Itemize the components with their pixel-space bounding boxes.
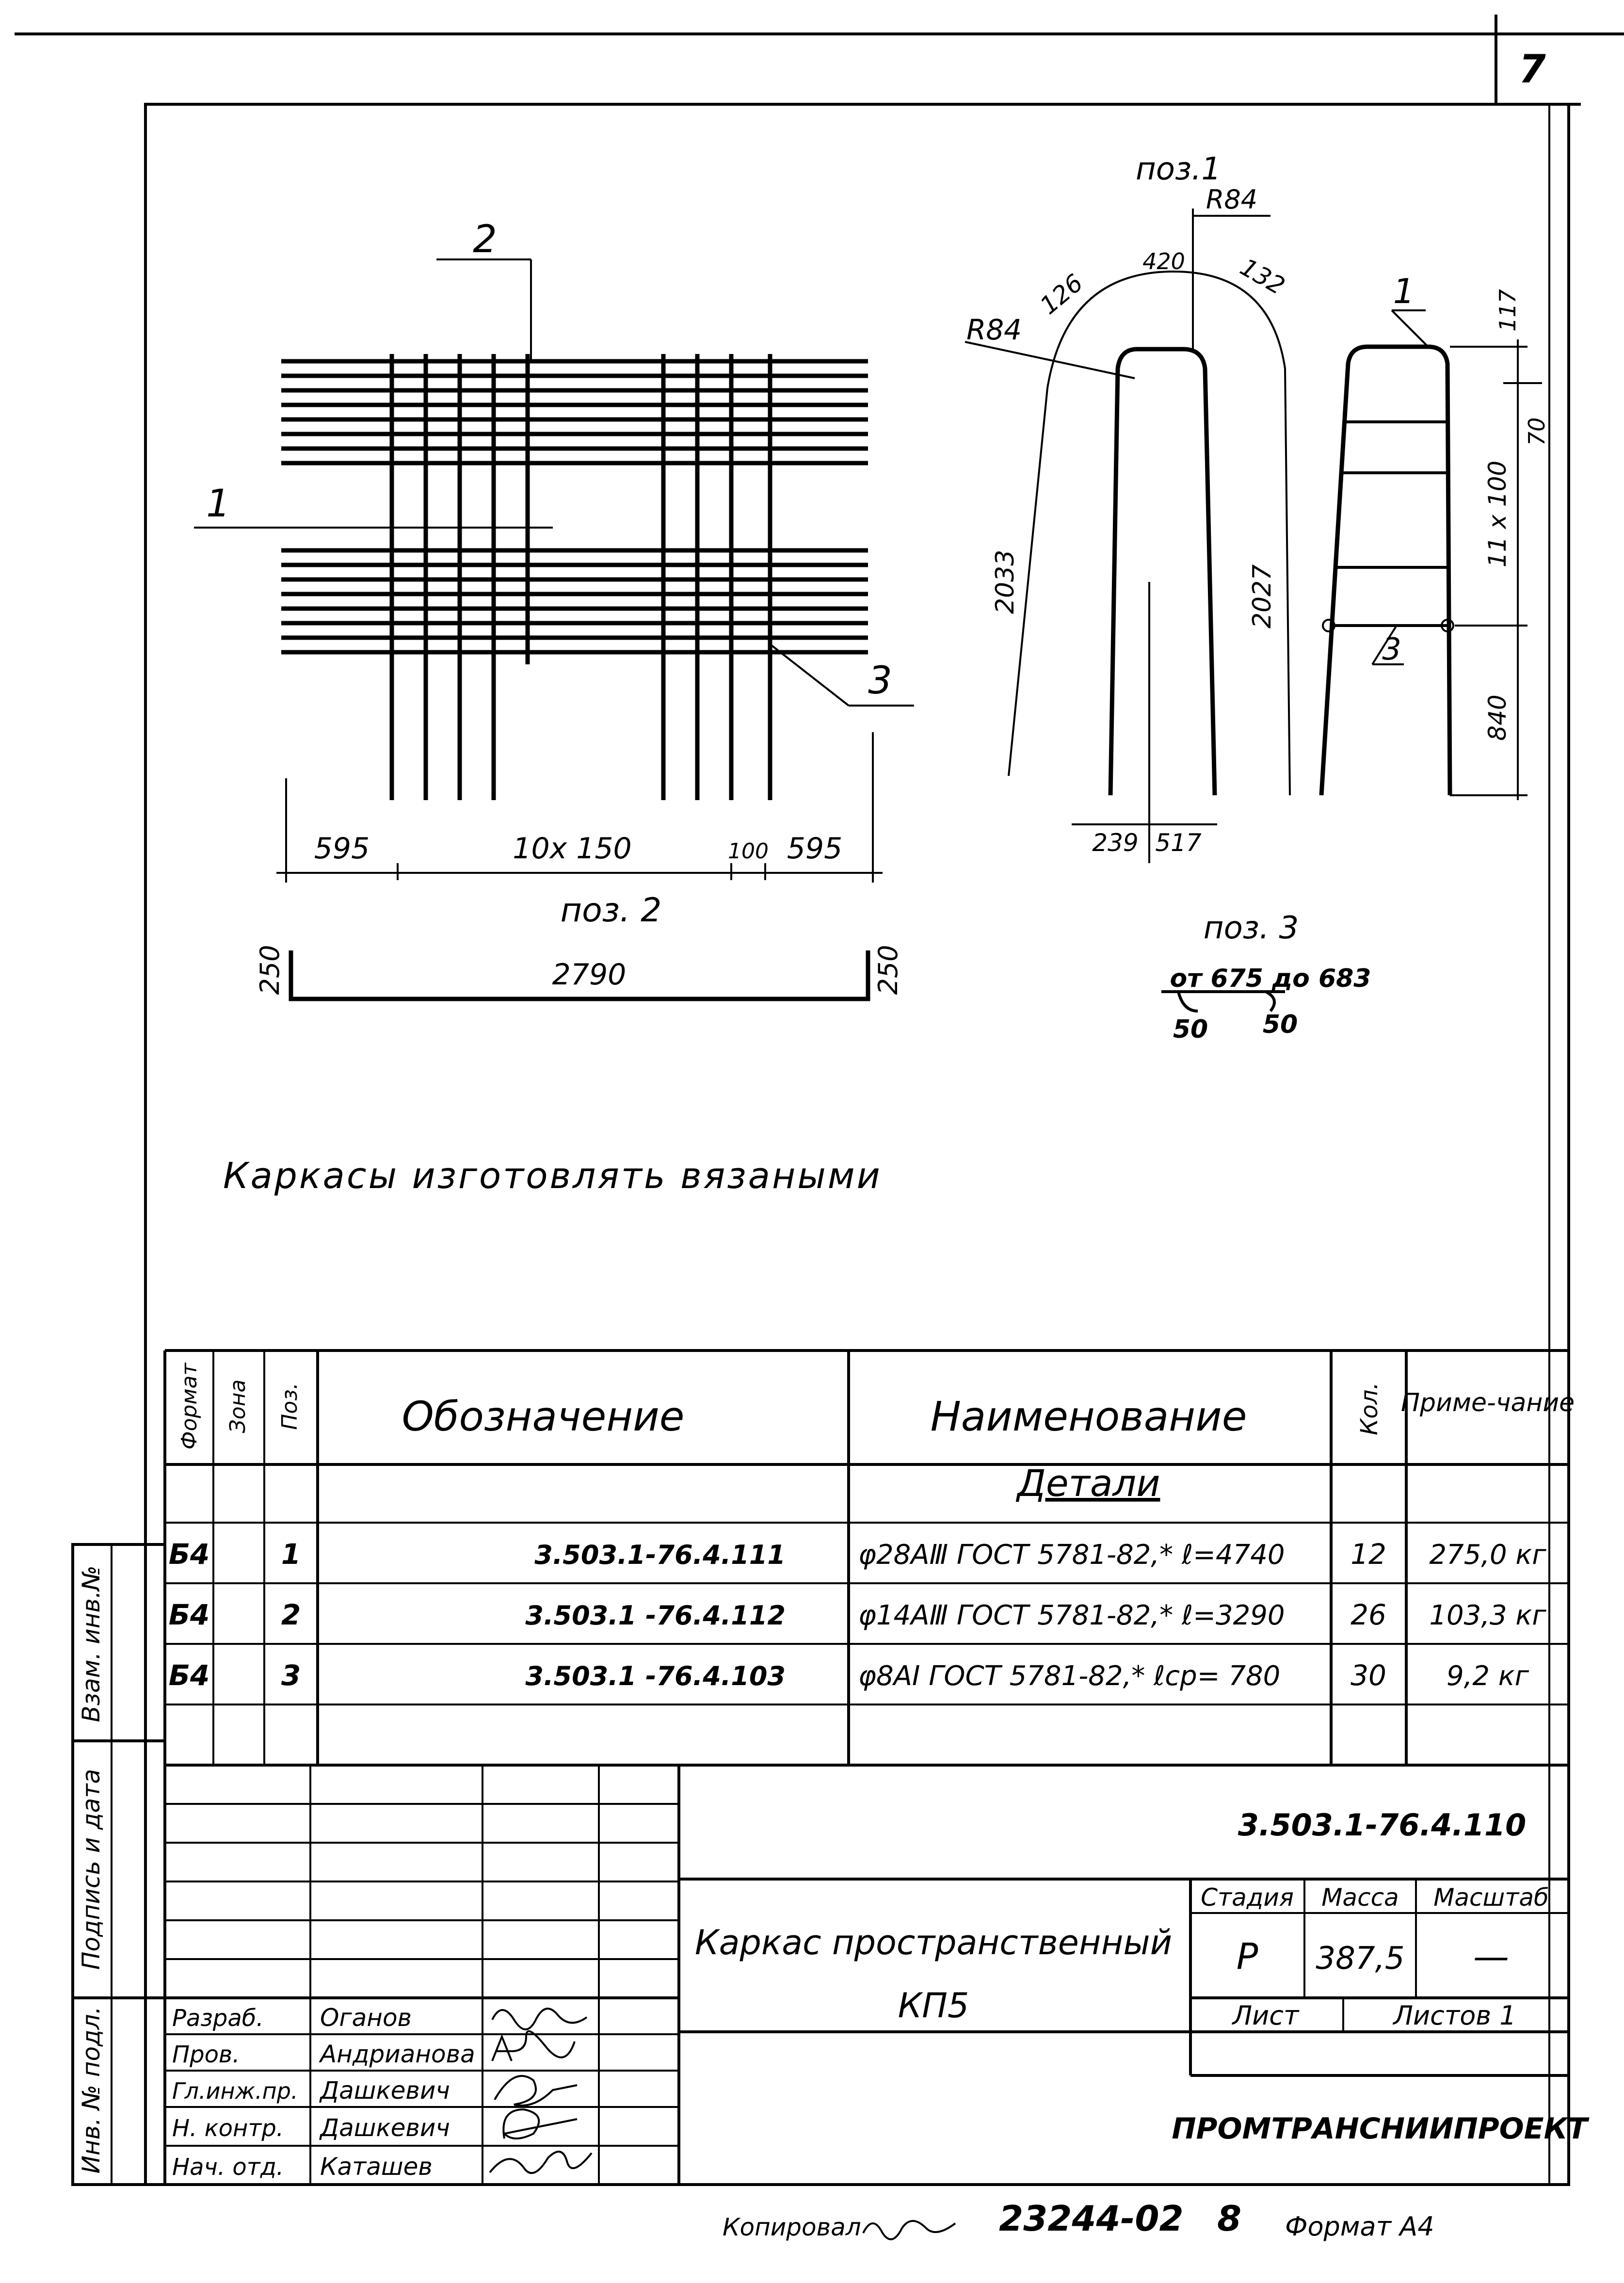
- row-designation: 3.503.1-76.4.111: [534, 1540, 786, 1570]
- pos1-bot-right: 517: [1155, 829, 1202, 857]
- title-line1: Каркас пространственный: [694, 1923, 1173, 1962]
- row-format: Б4: [168, 1598, 210, 1631]
- row-name: φ8АⅠ ГОСТ 5781-82,* ℓср= 780: [858, 1660, 1281, 1692]
- row-note: 9,2 кг: [1446, 1660, 1529, 1692]
- row-pos: 3: [281, 1659, 301, 1692]
- pos1-bar: [965, 209, 1290, 863]
- side-callout-1: 1: [1393, 272, 1415, 311]
- row-format: Б4: [168, 1659, 210, 1692]
- row-qty: 30: [1351, 1659, 1386, 1692]
- row-format: Б4: [168, 1538, 210, 1571]
- row-designation: 3.503.1 -76.4.112: [525, 1600, 786, 1631]
- staff-name: Дашкевич: [320, 2114, 450, 2142]
- col-name: Наименование: [930, 1393, 1247, 1440]
- staff-row: [172, 2076, 577, 2106]
- stage-label: Стадия: [1201, 1883, 1294, 1912]
- table-row: [169, 1598, 1547, 1631]
- pos1-r-left: R84: [966, 313, 1022, 346]
- stamp-podpis: Подпись и дата: [77, 1769, 105, 1970]
- col-designation: Обозначение: [402, 1393, 685, 1440]
- col-zone: Зона: [225, 1379, 250, 1433]
- signature: [503, 2109, 577, 2138]
- pos1-arc-left: 126: [1034, 269, 1089, 320]
- plan-dimensions: [276, 732, 883, 883]
- footer-format: Формат А4: [1285, 2211, 1434, 2242]
- col-note: Приме-чание: [1400, 1388, 1575, 1417]
- plan-dim-mid: 10x 150: [513, 832, 632, 866]
- copier-signature: [863, 2221, 955, 2239]
- row-qty: 26: [1351, 1598, 1386, 1631]
- sheet-frame: [15, 15, 1624, 2185]
- pos1-bot-left: 239: [1092, 829, 1139, 857]
- side-dim-840: 840: [1483, 694, 1511, 741]
- footer-copied: Копировал: [723, 2213, 861, 2241]
- staff-role: Гл.инж.пр.: [172, 2078, 298, 2104]
- pos2-label: поз. 2: [560, 891, 662, 930]
- plan-view: [281, 354, 868, 800]
- staff-role: Разраб.: [172, 2005, 264, 2032]
- doc-code: 3.503.1-76.4.110: [1238, 1807, 1527, 1843]
- pos2-hook-left: 250: [255, 945, 285, 995]
- staff-row: [172, 2152, 592, 2181]
- row-qty: 12: [1351, 1538, 1386, 1571]
- sheet-number: 7: [1519, 47, 1546, 92]
- pos2-bar: [255, 945, 903, 999]
- row-name: φ14АⅢ ГОСТ 5781-82,* ℓ=3290: [858, 1600, 1285, 1631]
- col-format: Формат: [177, 1363, 202, 1450]
- signature: [492, 2009, 587, 2029]
- staff-name: Андрианова: [320, 2040, 475, 2068]
- pos2-length: 2790: [552, 958, 627, 992]
- sheets-label: Листов 1: [1393, 2000, 1516, 2031]
- side-dim-117: 117: [1495, 289, 1521, 332]
- pos3-bar: [1161, 992, 1285, 1011]
- mass-value: 387,5: [1316, 1941, 1405, 1977]
- row-note: 103,3 кг: [1429, 1600, 1546, 1631]
- note-text: Каркасы изготовлять вязаными: [223, 1155, 882, 1197]
- table-row: [169, 1538, 1547, 1571]
- pos1-r-top: R84: [1206, 184, 1258, 215]
- pos1-label: поз.1: [1135, 151, 1222, 187]
- pos3-label: поз. 3: [1203, 910, 1299, 946]
- staff-role: Пров.: [172, 2041, 240, 2068]
- signature: [490, 2152, 592, 2173]
- stamp-vzam: Взам. инв.№: [77, 1565, 105, 1722]
- row-pos: 1: [281, 1538, 301, 1571]
- plan-callout-2: 2: [473, 218, 497, 261]
- row-name: φ28АⅢ ГОСТ 5781-82,* ℓ=4740: [858, 1539, 1285, 1571]
- plan-dim-left: 595: [314, 832, 370, 866]
- staff-row: [172, 2004, 587, 2032]
- stage-value: Р: [1236, 1936, 1258, 1978]
- col-qty: Кол.: [1356, 1382, 1383, 1435]
- pos3-range: от 675 до 683: [1170, 964, 1371, 993]
- side-dim-70: 70: [1524, 417, 1550, 446]
- title-line2: КП5: [898, 1986, 969, 2026]
- pos3-hook-left: 50: [1173, 1015, 1208, 1044]
- plan-dim-100: 100: [728, 839, 769, 864]
- plan-callout-1: 1: [206, 482, 230, 526]
- col-pos: Поз.: [277, 1383, 302, 1430]
- staff-name: Каташев: [320, 2153, 433, 2181]
- pos2-hook-right: 250: [873, 945, 903, 995]
- row-note: 275,0 кг: [1429, 1539, 1546, 1571]
- row-pos: 2: [281, 1598, 301, 1631]
- side-callout-3: 3: [1382, 631, 1401, 667]
- org-name: ПРОМТРАНСНИИПРОЕКТ: [1172, 2112, 1588, 2146]
- staff-row: [172, 2109, 577, 2142]
- signature: [492, 2031, 575, 2061]
- row-designation: 3.503.1 -76.4.103: [525, 1661, 786, 1691]
- pos1-arc-mid: 420: [1142, 248, 1185, 274]
- pos1-leg-right: 2027: [1248, 564, 1277, 629]
- staff-row: [172, 2031, 575, 2068]
- scale-value: —: [1473, 1936, 1509, 1978]
- scale-label: Масштаб: [1433, 1883, 1549, 1912]
- pos1-leg-left: 2033: [991, 549, 1020, 614]
- spec-section: Детали: [1017, 1462, 1160, 1505]
- pos1-arc-right: 132: [1235, 253, 1290, 301]
- footer-sheet: 8: [1217, 2198, 1242, 2239]
- sheet-label: Лист: [1232, 2000, 1299, 2031]
- plan-dim-right: 595: [787, 832, 843, 866]
- mass-label: Масса: [1321, 1883, 1399, 1912]
- staff-name: Оганов: [320, 2004, 412, 2032]
- stamp-inv: Инв. № подл.: [77, 2006, 105, 2174]
- footer-number: 23244-02: [999, 2198, 1184, 2239]
- side-dim-spacing: 11 x 100: [1483, 460, 1511, 568]
- pos3-hook-right: 50: [1262, 1010, 1298, 1039]
- plan-callout-3: 3: [868, 659, 892, 703]
- staff-role: Н. контр.: [172, 2115, 284, 2142]
- staff-name: Дашкевич: [320, 2076, 450, 2105]
- staff-role: Нач. отд.: [172, 2154, 284, 2181]
- signature: [495, 2076, 577, 2106]
